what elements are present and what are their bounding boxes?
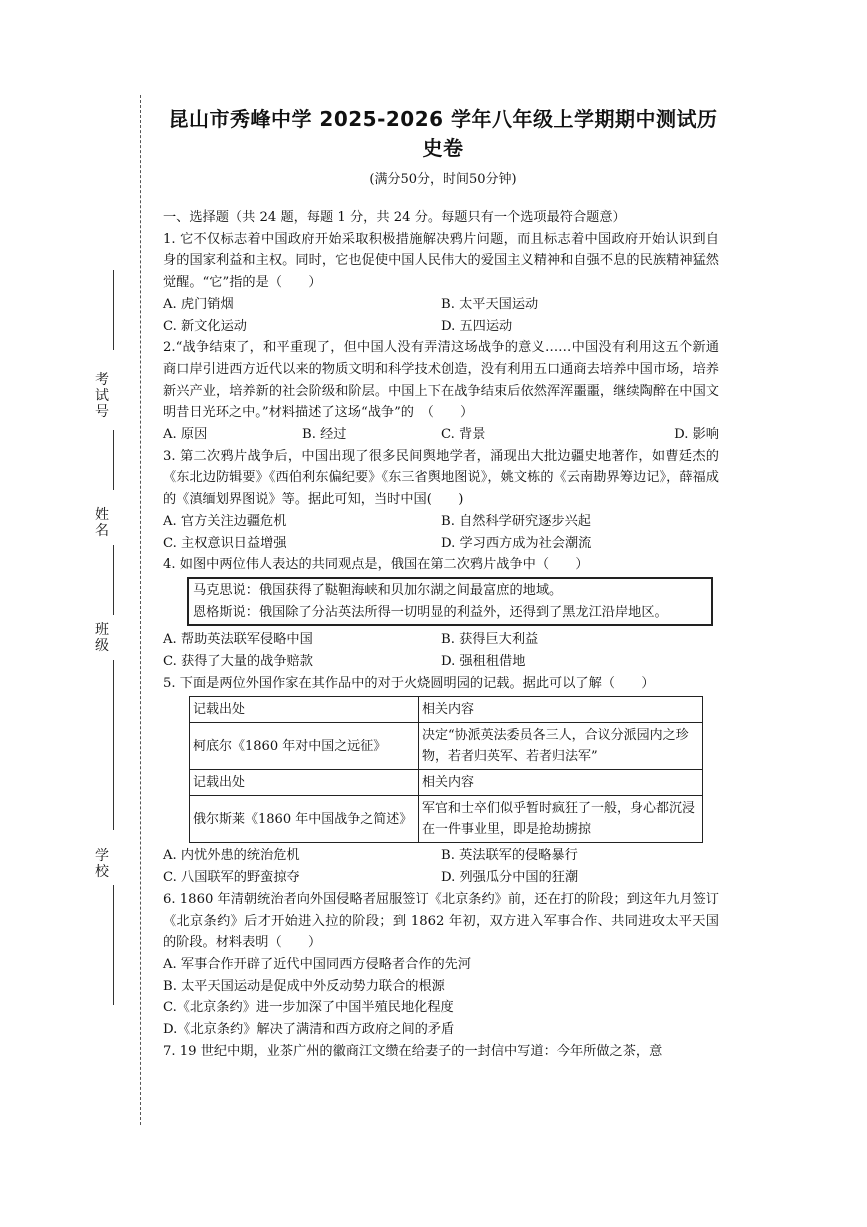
option-d: D. 学习西方成为社会潮流 <box>441 535 592 551</box>
question-1-options-row2 <box>163 316 719 338</box>
option-a: A. 虎门销烟 <box>163 296 234 312</box>
school-label: 学校 <box>95 848 109 880</box>
exam-body <box>163 207 719 1063</box>
option-b: B. 太平天国运动是促成中外反动势力联合的根源 <box>163 978 445 994</box>
option-b: B. 获得巨大利益 <box>441 632 539 648</box>
option-b: B. 自然科学研究逐步兴起 <box>441 513 591 529</box>
option-d: D. 强租租借地 <box>441 654 526 670</box>
page-title: 昆山市秀峰中学 2025-2026 学年八年级上学期期中测试历史卷 <box>168 107 718 160</box>
option-b: B. 英法联军的侵略暴行 <box>441 848 578 864</box>
school-line <box>113 885 114 1005</box>
option-c: C. 获得了大量的战争赔款 <box>163 654 313 670</box>
option-c: C. 八国联军的野蛮掠夺 <box>163 870 300 886</box>
exam-number-line-bottom <box>113 430 114 490</box>
option-a: A. 帮助英法联军侵略中国 <box>163 632 313 648</box>
exam-number-label: 考试号 <box>95 372 109 420</box>
table-row <box>190 723 703 770</box>
marx-quote: 马克思说：俄国获得了鞑靼海峡和贝加尔湖之间最富庶的地域。 <box>193 582 563 598</box>
option-a: A. 内忧外患的统治危机 <box>163 848 300 864</box>
question-4-stem: 4. 如图中两位伟人表达的共同观点是，俄国在第二次鸦片战争中（ ） <box>163 557 589 573</box>
page-subtitle: (满分50分，时间50分钟) <box>369 172 517 187</box>
binding-margin <box>0 0 150 1227</box>
question-4-options-row2 <box>163 651 719 673</box>
question-7-stem: 7. 19 世纪中期，业茶广州的徽商江文缵在给妻子的一封信中写道：今年所做之茶，意 <box>163 1043 663 1059</box>
option-c: C. 主权意识日益增强 <box>163 535 287 551</box>
question-3-options <box>163 511 719 533</box>
option-a: A. 官方关注边疆危机 <box>163 513 287 529</box>
question-2-stem: 2.“战争结束了，和平重现了，但中国人没有弄清这场战争的意义……中国没有利用这五个新通商口岸引进西方近代以来的物质文明和科学技术创造，没有利用五口通商去培养中国市场，培养新兴产业，培养新的社会阶级和阶层。中国上下在战争结束后依然浑浑噩噩，继续陶醉在中国文明昔日光环之中。”材料描述了这场“战争”的 （ ） <box>163 340 719 421</box>
table-row <box>190 697 703 723</box>
table-cell: 柯底尔《1860 年对中国之远征》 <box>190 723 419 770</box>
class-line <box>113 660 114 830</box>
class-label: 班级 <box>95 622 109 654</box>
engels-quote: 恩格斯说：俄国除了分沾英法所得一切明显的利益外，还得到了黑龙江沿岸地区。 <box>193 604 668 620</box>
option-c: C. 新文化运动 <box>163 318 247 334</box>
question-2-options <box>163 424 719 446</box>
option-a: A. 原因 <box>163 427 208 443</box>
option-b: B. 经过 <box>302 427 347 443</box>
option-d: D. 五四运动 <box>441 318 513 334</box>
question-5-options-row2 <box>163 867 719 889</box>
question-6-stem: 6. 1860 年清朝统治者向外国侵略者屈服签订《北京条约》前，还在打的阶段；到这年九月签订《北京条约》后才开始进入拉的阶段；到 1862 年初，双方进入军事合作、共同进攻太平天国的阶段。材料表明（ ） <box>163 891 719 951</box>
section-heading: 一、选择题（共 24 题，每题 1 分，共 24 分。每题只有一个选项最符合题意） <box>163 210 626 225</box>
quote-box <box>187 577 713 626</box>
question-5-stem: 5. 下面是两位外国作家在其作品中的对于火烧圆明园的记载。据此可以了解（ ） <box>163 675 655 691</box>
table-cell: 军官和士卒们似乎暂时疯狂了一般，身心都沉浸在一件事业里，即是抢劫掳掠 <box>419 796 703 843</box>
table-row <box>190 796 703 843</box>
option-c: C.《北京条约》进一步加深了中国半殖民地化程度 <box>163 1000 454 1016</box>
question-4-options <box>163 629 719 651</box>
question-3-options-row2 <box>163 533 719 555</box>
option-a: A. 军事合作开辟了近代中国同西方侵略者合作的先河 <box>163 956 472 972</box>
question-1-options <box>163 294 719 316</box>
table-cell: 相关内容 <box>419 770 703 796</box>
table-cell: 俄尔斯莱《1860 年中国战争之简述》 <box>190 796 419 843</box>
exam-number-line-top <box>113 270 114 350</box>
question-5-options <box>163 845 719 867</box>
table-cell: 决定“协派英法委员各三人，合议分派园内之珍物，若者归英军、若者归法军” <box>419 723 703 770</box>
name-line <box>113 545 114 615</box>
name-label: 姓名 <box>95 507 109 539</box>
table-cell: 记载出处 <box>190 770 419 796</box>
table-row <box>190 770 703 796</box>
option-b: B. 太平天国运动 <box>441 296 539 312</box>
records-table <box>189 696 703 843</box>
option-d: D. 列强瓜分中国的狂潮 <box>441 870 579 886</box>
table-cell: 记载出处 <box>190 697 419 723</box>
option-d: D. 影响 <box>674 427 719 443</box>
table-cell: 相关内容 <box>419 697 703 723</box>
option-d: D.《北京条约》解决了满清和西方政府之间的矛盾 <box>163 1022 455 1038</box>
option-c: C. 背景 <box>441 427 486 443</box>
question-1-stem: 1. 它不仅标志着中国政府开始采取积极措施解决鸦片问题，而且标志着中国政府开始认识到自身的国家利益和主权。同时，它也促使中国人民伟大的爱国主义精神和自强不息的民族精神猛然觉醒。“它”指的是（ ） <box>163 231 719 291</box>
question-3-stem: 3. 第二次鸦片战争后，中国出现了很多民间舆地学者，涌现出大批边疆史地著作，如曹廷杰的《东北边防辑要》《西伯利东偏纪要》《东三省舆地图说》，姚文栋的《云南勘界筹边记》，薛福成的《滇缅划界图说》等。据此可知，当时中国( ) <box>163 448 719 508</box>
cut-line <box>140 95 141 1125</box>
